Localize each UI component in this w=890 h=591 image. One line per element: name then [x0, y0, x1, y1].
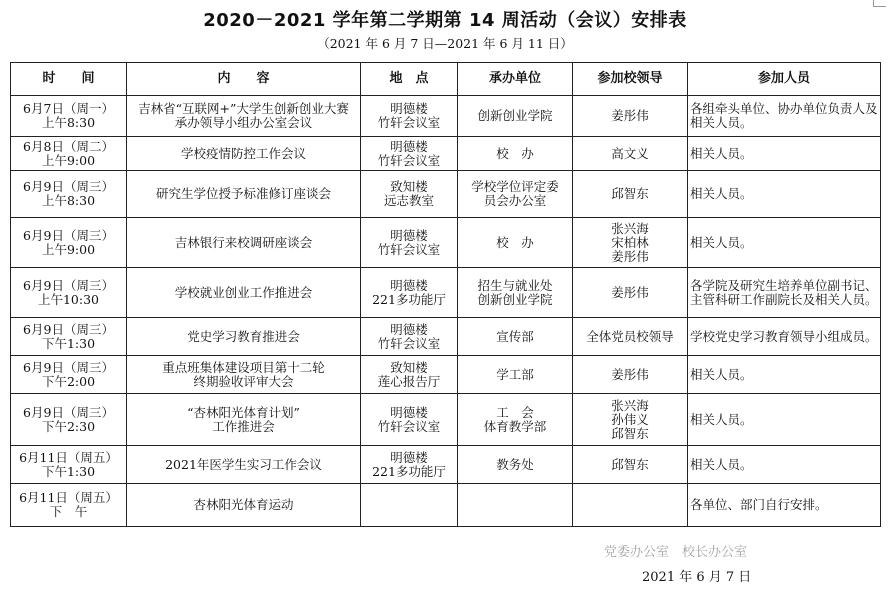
table-row	[11, 218, 881, 268]
cell-place: 明德楼 竹轩会议室	[361, 394, 458, 446]
cell-place: 明德楼 竹轩会议室	[361, 96, 458, 137]
cell-attendees: 相关人员。	[688, 446, 881, 484]
cell-leaders: 姜彤伟	[573, 268, 688, 318]
cell-organizer: 宣传部	[458, 318, 573, 356]
date-range-subtitle: （2021 年 6 月 7 日—2021 年 6 月 11 日）	[317, 36, 573, 51]
cell-leaders: 姜彤伟	[573, 96, 688, 137]
cell-time: 6月11日（周五） 下 午	[11, 484, 127, 527]
cell-leaders: 高文义	[573, 137, 688, 171]
cell-organizer: 创新创业学院	[458, 96, 573, 137]
cell-place: 明德楼 竹轩会议室	[361, 137, 458, 171]
cell-attendees: 各组牵头单位、协办单位负责人及相关人员。	[688, 96, 881, 137]
cell-content: “杏林阳光体育计划” 工作推进会	[127, 394, 361, 446]
cell-time: 6月9日（周三） 下午2:30	[11, 394, 127, 446]
cell-attendees: 相关人员。	[688, 171, 881, 218]
cell-organizer: 学校学位评定委 员会办公室	[458, 171, 573, 218]
cell-place: 明德楼 竹轩会议室	[361, 318, 458, 356]
cell-content: 吉林省“互联网+”大学生创新创业大赛 承办领导小组办公室会议	[127, 96, 361, 137]
cell-time: 6月9日（周三） 上午9:00	[11, 218, 127, 268]
cell-attendees: 相关人员。	[688, 218, 881, 268]
cell-content: 吉林银行来校调研座谈会	[127, 218, 361, 268]
cell-place: 明德楼 竹轩会议室	[361, 218, 458, 268]
cell-organizer: 招生与就业处 创新创业学院	[458, 268, 573, 318]
cell-attendees: 各学院及研究生培养单位副书记、主管科研工作副院长及相关人员。	[688, 268, 881, 318]
page-title: 2020－2021 学年第二学期第 14 周活动（会议）安排表	[203, 10, 687, 31]
cell-time: 6月9日（周三） 下午1:30	[11, 318, 127, 356]
schedule-table	[10, 62, 881, 527]
cell-leaders: 邱智东	[573, 446, 688, 484]
table-header-row	[11, 63, 881, 96]
cell-content: 研究生学位授予标准修订座谈会	[127, 171, 361, 218]
cell-attendees: 相关人员。	[688, 394, 881, 446]
cell-leaders: 姜彤伟	[573, 356, 688, 394]
cell-leaders: 张兴海 孙伟义 邱智东	[573, 394, 688, 446]
cell-attendees: 相关人员。	[688, 137, 881, 171]
cell-organizer: 工 会 体育教学部	[458, 394, 573, 446]
cell-content: 2021年医学生实习工作会议	[127, 446, 361, 484]
header-place: 地 点	[361, 63, 458, 96]
cell-content: 杏林阳光体育运动	[127, 484, 361, 527]
cell-organizer: 校 办	[458, 137, 573, 171]
cell-place: 致知楼 莲心报告厅	[361, 356, 458, 394]
cell-place: 明德楼 221多功能厅	[361, 268, 458, 318]
table-row	[11, 446, 881, 484]
table-row	[11, 484, 881, 527]
cell-content: 重点班集体建设项目第十二轮 终期验收评审大会	[127, 356, 361, 394]
cell-time: 6月9日（周三） 上午8:30	[11, 171, 127, 218]
table-row	[11, 318, 881, 356]
cell-leaders: 邱智东	[573, 171, 688, 218]
cell-organizer: 学工部	[458, 356, 573, 394]
cell-content: 党史学习教育推进会	[127, 318, 361, 356]
cell-place	[361, 484, 458, 527]
header-leaders: 参加校领导	[573, 63, 688, 96]
cell-attendees: 学校党史学习教育领导小组成员。	[688, 318, 881, 356]
cell-place: 明德楼 221多功能厅	[361, 446, 458, 484]
cell-leaders: 张兴海 宋柏林 姜彤伟	[573, 218, 688, 268]
cell-time: 6月11日（周五） 下午1:30	[11, 446, 127, 484]
header-content: 内 容	[127, 63, 361, 96]
cell-leaders	[573, 484, 688, 527]
cell-content: 学校就业创业工作推进会	[127, 268, 361, 318]
cell-organizer	[458, 484, 573, 527]
cell-organizer: 校 办	[458, 218, 573, 268]
table-row	[11, 268, 881, 318]
cell-place: 致知楼 远志教室	[361, 171, 458, 218]
cell-time: 6月8日（周二） 上午9:00	[11, 137, 127, 171]
cell-attendees: 相关人员。	[688, 356, 881, 394]
cell-time: 6月7日（周一） 上午8:30	[11, 96, 127, 137]
header-attendees: 参加人员	[688, 63, 881, 96]
cell-content: 学校疫情防控工作会议	[127, 137, 361, 171]
cell-leaders: 全体党员校领导	[573, 318, 688, 356]
table-row	[11, 137, 881, 171]
header-organizer: 承办单位	[458, 63, 573, 96]
cell-time: 6月9日（周三） 下午2:00	[11, 356, 127, 394]
header-time: 时 间	[11, 63, 127, 96]
cell-attendees: 各单位、部门自行安排。	[688, 484, 881, 527]
issue-date: 2021 年 6 月 7 日	[642, 570, 752, 585]
cell-organizer: 教务处	[458, 446, 573, 484]
issuing-office: 党委办公室 校长办公室	[604, 545, 748, 560]
table-row	[11, 171, 881, 218]
table-row	[11, 394, 881, 446]
cell-time: 6月9日（周三） 上午10:30	[11, 268, 127, 318]
table-row	[11, 356, 881, 394]
table-row	[11, 96, 881, 137]
